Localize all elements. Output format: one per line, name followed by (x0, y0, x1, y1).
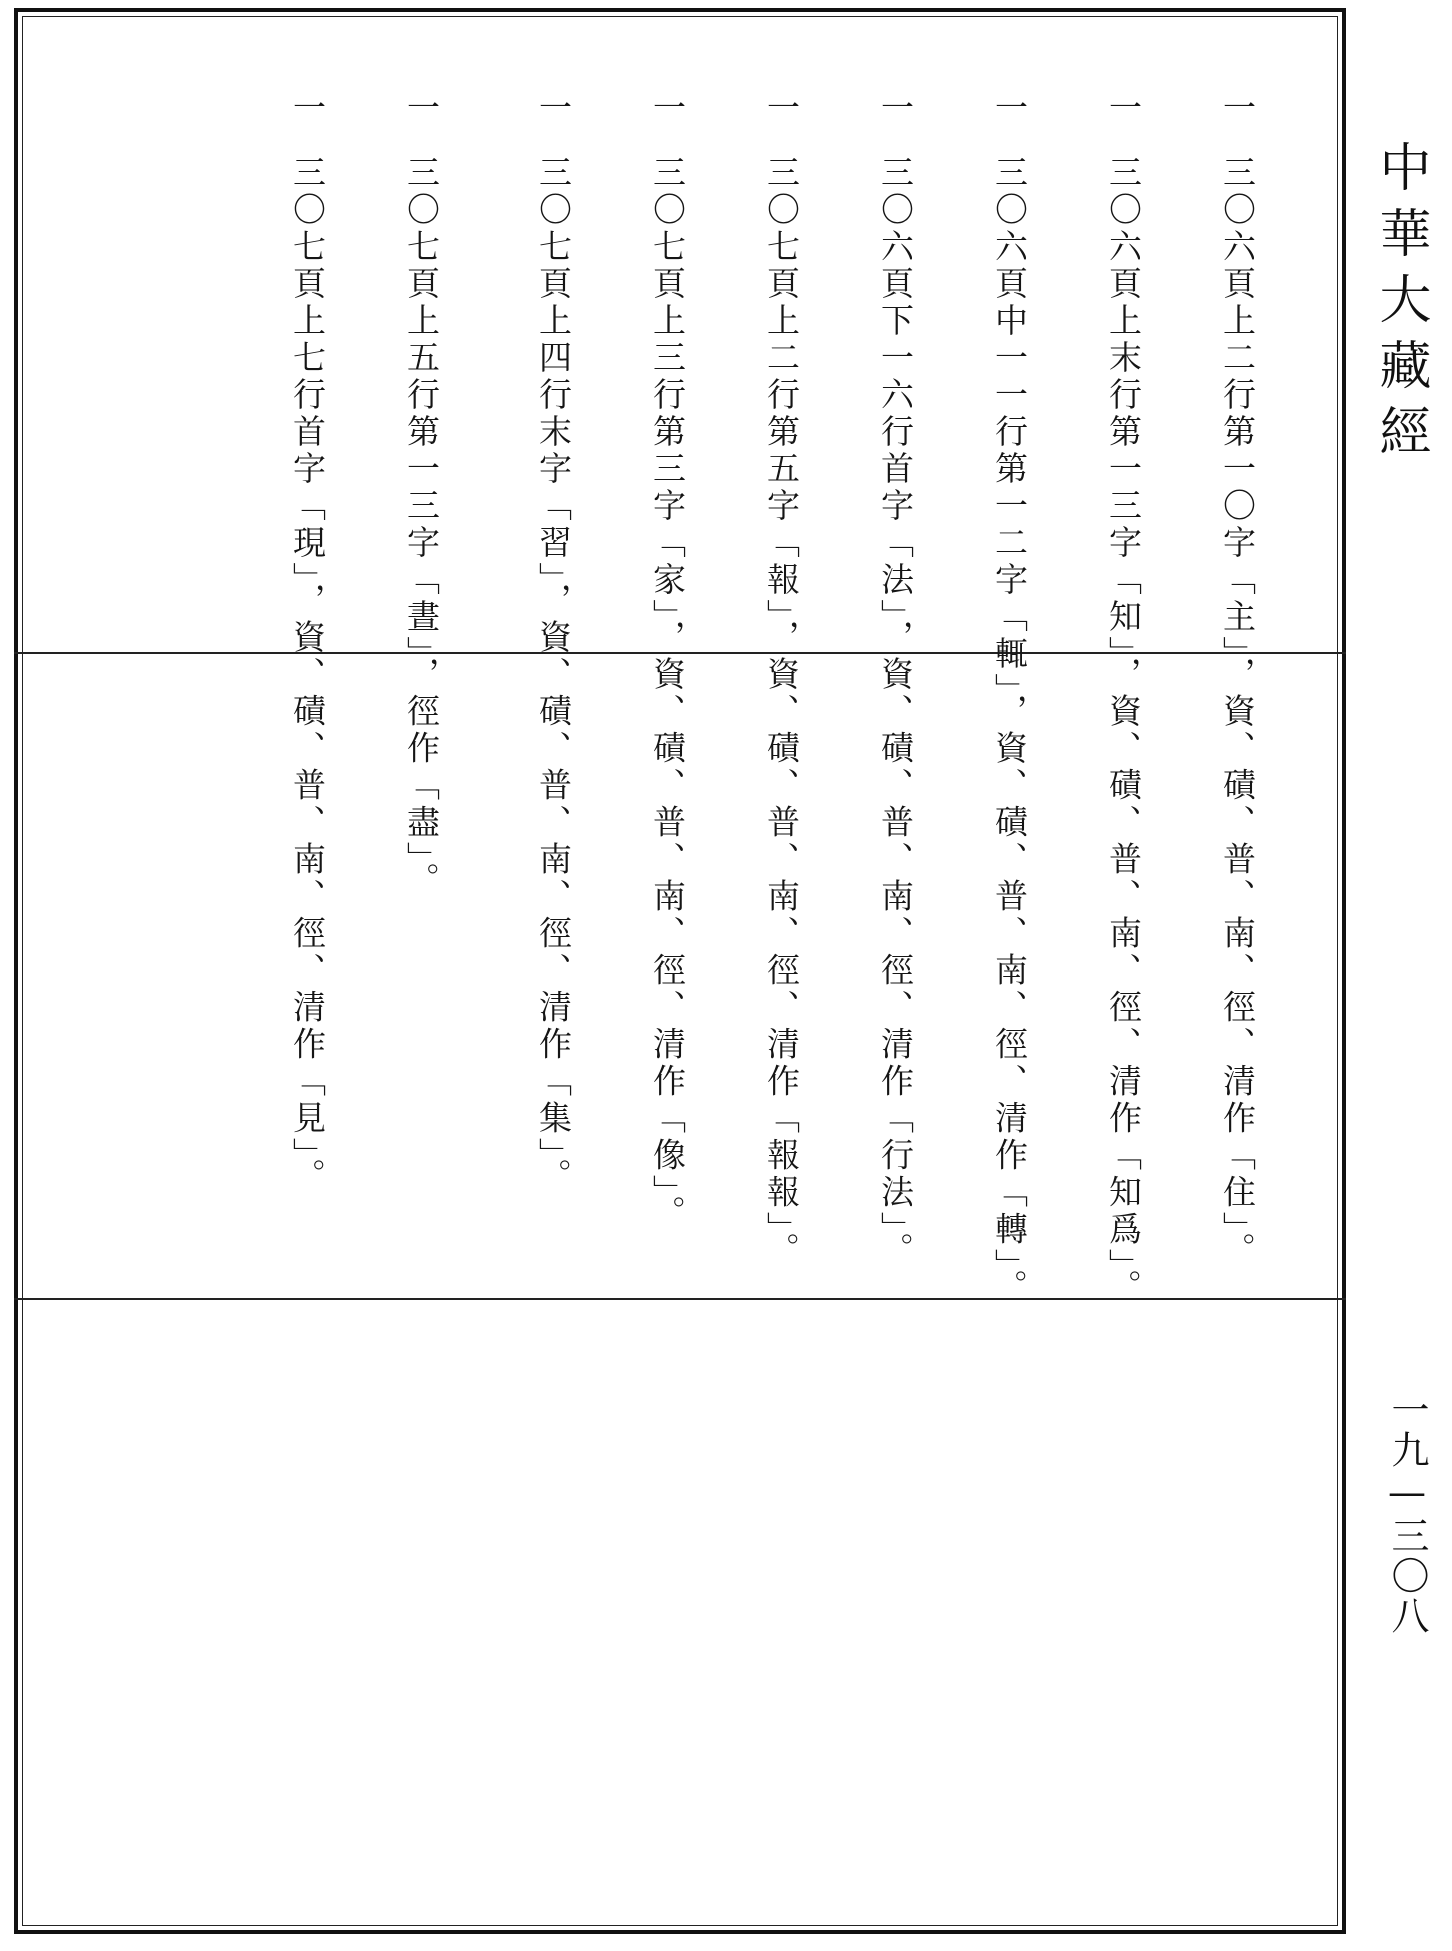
collation-note-5 (756, 90, 806, 1269)
collation-note-4 (870, 90, 920, 1269)
collation-note-2 (1098, 90, 1148, 1306)
collation-note-6 (642, 90, 692, 1232)
note-text: 三〇六頁中一一行第一二字「輒」，資、磧、普、南、徑、清作「轉」。 (990, 155, 1029, 1306)
note-dash: 一 (648, 90, 687, 127)
note-dash: 一 (990, 90, 1029, 127)
note-dash: 一 (1104, 90, 1143, 127)
collation-note-9 (282, 90, 332, 1195)
note-text: 三〇七頁上四行末字「習」，資、磧、普、南、徑、清作「集」。 (534, 155, 573, 1195)
note-text: 三〇七頁上五行第一三字「晝」，徑作「盡」。 (402, 155, 441, 899)
note-text: 三〇七頁上七行首字「現」，資、磧、普、南、徑、清作「見」。 (288, 155, 327, 1195)
note-dash: 一 (876, 90, 915, 127)
collation-note-7 (528, 90, 578, 1195)
collation-note-3 (984, 90, 1034, 1306)
note-dash: 一 (402, 90, 441, 127)
note-text: 三〇六頁上末行第一三字「知」，資、磧、普、南、徑、清作「知爲」。 (1104, 155, 1143, 1306)
note-text: 三〇七頁上三行第三字「家」，資、磧、普、南、徑、清作「像」。 (648, 155, 687, 1232)
collation-note-8 (396, 90, 446, 899)
note-dash: 一 (762, 90, 801, 127)
note-text: 三〇六頁上二行第一〇字「主」，資、磧、普、南、徑、清作「住」。 (1218, 155, 1257, 1269)
collation-note-1 (1212, 90, 1262, 1269)
note-dash: 一 (534, 90, 573, 127)
note-dash: 一 (288, 90, 327, 127)
note-text: 三〇六頁下一六行首字「法」，資、磧、普、南、徑、清作「行法」。 (876, 155, 915, 1269)
note-text: 三〇七頁上二行第五字「報」，資、磧、普、南、徑、清作「報報」。 (762, 155, 801, 1269)
side-title: 中華大藏經 (1370, 140, 1430, 470)
note-dash: 一 (1218, 90, 1257, 127)
page-number: 一九—三〇八 (1385, 1390, 1429, 1636)
